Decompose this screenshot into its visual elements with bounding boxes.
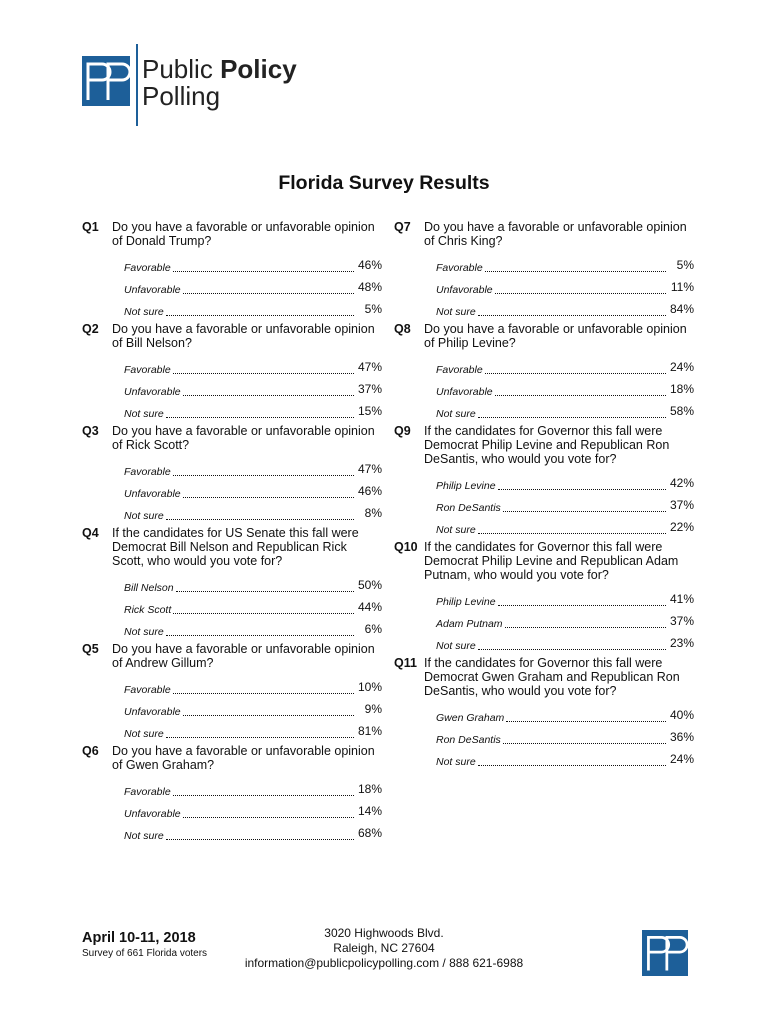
answer-label: Not sure	[124, 728, 164, 740]
logo-divider	[136, 44, 138, 126]
question-block	[82, 642, 382, 741]
dot-leader	[183, 394, 354, 396]
footer-ppp-monogram-icon	[642, 930, 688, 976]
answer-percentage: 47%	[357, 360, 382, 374]
dot-leader	[478, 314, 666, 316]
answer-list	[124, 457, 382, 523]
question-text: If the candidates for Governor this fall were Democrat Philip Levine and Republican Ron DeSantis, who would you vote for?	[424, 424, 670, 466]
answer-row	[124, 675, 382, 697]
dot-leader	[173, 474, 354, 476]
dot-leader	[485, 270, 666, 272]
answer-percentage: 8%	[364, 506, 382, 520]
dot-leader	[183, 292, 354, 294]
question	[394, 424, 694, 466]
answer-row	[436, 587, 694, 609]
answer-percentage: 6%	[364, 622, 382, 636]
question-number: Q11	[394, 656, 417, 670]
answer-percentage: 37%	[669, 614, 694, 628]
dot-leader	[495, 394, 666, 396]
answer-row	[436, 609, 694, 631]
question-block	[82, 744, 382, 843]
answer-label: Not sure	[436, 408, 476, 420]
question-block	[82, 424, 382, 523]
answer-label: Unfavorable	[124, 808, 181, 820]
question-block	[394, 424, 694, 537]
answer-row	[124, 377, 382, 399]
brand-name	[142, 56, 297, 110]
answer-percentage: 10%	[357, 680, 382, 694]
dot-leader	[478, 532, 666, 534]
answer-label: Not sure	[124, 510, 164, 522]
answer-row	[436, 355, 694, 377]
answer-list	[436, 253, 694, 319]
answer-percentage: 81%	[357, 724, 382, 738]
question-number: Q2	[82, 322, 99, 336]
question-block	[82, 220, 382, 319]
dot-leader	[166, 314, 354, 316]
answer-percentage: 24%	[669, 752, 694, 766]
question	[82, 322, 382, 350]
answer-list	[124, 777, 382, 843]
dot-leader	[173, 794, 354, 796]
answer-percentage: 11%	[670, 280, 694, 294]
answer-row	[124, 595, 382, 617]
left-question-column	[82, 220, 382, 846]
question	[82, 744, 382, 772]
dot-leader	[166, 518, 354, 520]
brand-name-line2: Polling	[142, 81, 221, 111]
answer-row	[124, 297, 382, 319]
answer-label: Favorable	[124, 262, 171, 274]
answer-percentage: 9%	[364, 702, 382, 716]
dot-leader	[166, 416, 354, 418]
answer-label: Not sure	[436, 756, 476, 768]
dot-leader	[505, 626, 666, 628]
answer-label: Not sure	[124, 408, 164, 420]
answer-row	[124, 457, 382, 479]
answer-percentage: 68%	[357, 826, 382, 840]
dot-leader	[503, 510, 666, 512]
answer-percentage: 46%	[357, 484, 382, 498]
answer-percentage: 23%	[669, 636, 694, 650]
answer-label: Favorable	[436, 364, 483, 376]
question-text: Do you have a favorable or unfavorable opinion of Bill Nelson?	[112, 322, 375, 350]
dot-leader	[485, 372, 666, 374]
answer-label: Favorable	[124, 684, 171, 696]
question	[394, 220, 694, 248]
answer-label: Ron DeSantis	[436, 502, 501, 514]
question-block	[82, 322, 382, 421]
question-text: If the candidates for US Senate this fall were Democrat Bill Nelson and Republican Rick Scott, who would you vote for?	[112, 526, 359, 568]
dot-leader	[478, 416, 666, 418]
question-text: Do you have a favorable or unfavorable opinion of Gwen Graham?	[112, 744, 375, 772]
dot-leader	[478, 764, 666, 766]
dot-leader	[173, 612, 354, 614]
answer-percentage: 5%	[676, 258, 694, 272]
question	[394, 322, 694, 350]
question-number: Q7	[394, 220, 411, 234]
answer-label: Favorable	[124, 364, 171, 376]
dot-leader	[183, 816, 354, 818]
answer-row	[124, 253, 382, 275]
question	[82, 642, 382, 670]
answer-row	[436, 515, 694, 537]
answer-label: Not sure	[124, 830, 164, 842]
answer-percentage: 42%	[669, 476, 694, 490]
question-number: Q1	[82, 220, 99, 234]
answer-percentage: 14%	[357, 804, 382, 818]
answer-label: Not sure	[436, 306, 476, 318]
answer-row	[436, 631, 694, 653]
right-question-column	[394, 220, 694, 772]
answer-label: Philip Levine	[436, 596, 496, 608]
answer-list	[124, 573, 382, 639]
answer-row	[436, 275, 694, 297]
answer-row	[436, 725, 694, 747]
dot-leader	[166, 634, 354, 636]
answer-label: Favorable	[124, 786, 171, 798]
question-text: If the candidates for Governor this fall were Democrat Gwen Graham and Republican Ron DeSantis, who would you vote for?	[424, 656, 680, 698]
dot-leader	[166, 736, 354, 738]
question-number: Q9	[394, 424, 411, 438]
answer-percentage: 46%	[357, 258, 382, 272]
answer-list	[436, 703, 694, 769]
answer-row	[124, 573, 382, 595]
question-block	[394, 322, 694, 421]
answer-percentage: 18%	[357, 782, 382, 796]
answer-row	[124, 501, 382, 523]
answer-row	[124, 697, 382, 719]
question-number: Q3	[82, 424, 99, 438]
question-block	[394, 220, 694, 319]
answer-list	[436, 587, 694, 653]
answer-list	[436, 355, 694, 421]
answer-list	[436, 471, 694, 537]
answer-percentage: 84%	[669, 302, 694, 316]
brand-name-line1-bold: Policy	[220, 54, 297, 84]
answer-row	[436, 297, 694, 319]
answer-percentage: 5%	[364, 302, 382, 316]
answer-label: Unfavorable	[124, 386, 181, 398]
answer-row	[436, 253, 694, 275]
question	[394, 656, 694, 698]
answer-row	[436, 471, 694, 493]
question-number: Q6	[82, 744, 99, 758]
dot-leader	[173, 372, 354, 374]
answer-percentage: 44%	[357, 600, 382, 614]
brand-name-line1-regular: Public	[142, 54, 213, 84]
question-text: Do you have a favorable or unfavorable opinion of Donald Trump?	[112, 220, 375, 248]
address-line2: Raleigh, NC 27604	[333, 941, 435, 955]
answer-label: Unfavorable	[436, 386, 493, 398]
question-text: If the candidates for Governor this fall were Democrat Philip Levine and Republican Adam Putnam, who would you vote for?	[424, 540, 679, 582]
dot-leader	[183, 496, 354, 498]
answer-row	[436, 703, 694, 725]
question	[82, 526, 382, 568]
answer-row	[124, 799, 382, 821]
question-text: Do you have a favorable or unfavorable opinion of Chris King?	[424, 220, 687, 248]
question-text: Do you have a favorable or unfavorable opinion of Philip Levine?	[424, 322, 687, 350]
dot-leader	[503, 742, 666, 744]
question	[82, 220, 382, 248]
answer-percentage: 48%	[357, 280, 382, 294]
answer-label: Rick Scott	[124, 604, 172, 616]
answer-label: Favorable	[436, 262, 483, 274]
question-number: Q5	[82, 642, 99, 656]
answer-list	[124, 253, 382, 319]
answer-label: Adam Putnam	[436, 618, 503, 630]
question-number: Q10	[394, 540, 418, 554]
dot-leader	[498, 488, 666, 490]
dot-leader	[498, 604, 666, 606]
contact-address	[234, 926, 534, 971]
answer-label: Unfavorable	[124, 706, 181, 718]
answer-row	[436, 377, 694, 399]
answer-label: Unfavorable	[124, 284, 181, 296]
answer-label: Not sure	[124, 626, 164, 638]
answer-label: Bill Nelson	[124, 582, 174, 594]
contact-line: information@publicpolicypolling.com / 888 621-6988	[244, 956, 524, 970]
dot-leader	[506, 720, 666, 722]
answer-percentage: 15%	[357, 404, 382, 418]
answer-list	[124, 675, 382, 741]
ppp-monogram-icon	[82, 56, 130, 106]
answer-row	[124, 617, 382, 639]
survey-date: April 10-11, 2018	[82, 930, 196, 946]
question-block	[394, 656, 694, 769]
answer-label: Unfavorable	[436, 284, 493, 296]
answer-percentage: 22%	[669, 520, 694, 534]
answer-row	[124, 777, 382, 799]
dot-leader	[495, 292, 666, 294]
dot-leader	[173, 692, 354, 694]
answer-list	[124, 355, 382, 421]
answer-percentage: 40%	[669, 708, 694, 722]
survey-sample: Survey of 661 Florida voters	[82, 948, 208, 959]
answer-label: Unfavorable	[124, 488, 181, 500]
answer-percentage: 36%	[669, 730, 694, 744]
answer-row	[436, 399, 694, 421]
question-number: Q4	[82, 526, 99, 540]
answer-row	[436, 493, 694, 515]
answer-percentage: 37%	[357, 382, 382, 396]
dot-leader	[173, 270, 354, 272]
answer-row	[124, 821, 382, 843]
answer-percentage: 58%	[669, 404, 694, 418]
question-text: Do you have a favorable or unfavorable opinion of Andrew Gillum?	[112, 642, 375, 670]
answer-label: Philip Levine	[436, 480, 496, 492]
answer-row	[124, 719, 382, 741]
dot-leader	[183, 714, 354, 716]
answer-label: Ron DeSantis	[436, 734, 501, 746]
dot-leader	[176, 590, 354, 592]
answer-percentage: 41%	[669, 592, 694, 606]
question	[82, 424, 382, 452]
question-text: Do you have a favorable or unfavorable opinion of Rick Scott?	[112, 424, 375, 452]
answer-row	[124, 355, 382, 377]
answer-percentage: 18%	[669, 382, 694, 396]
page-title: Florida Survey Results	[278, 172, 490, 194]
answer-row	[124, 275, 382, 297]
answer-row	[124, 399, 382, 421]
dot-leader	[478, 648, 666, 650]
question-number: Q8	[394, 322, 411, 336]
answer-row	[436, 747, 694, 769]
answer-row	[124, 479, 382, 501]
answer-label: Not sure	[124, 306, 164, 318]
question	[394, 540, 694, 582]
question-block	[394, 540, 694, 653]
dot-leader	[166, 838, 354, 840]
address-line1: 3020 Highwoods Blvd.	[324, 926, 444, 940]
answer-percentage: 47%	[357, 462, 382, 476]
answer-label: Not sure	[436, 640, 476, 652]
answer-percentage: 50%	[357, 578, 382, 592]
answer-percentage: 24%	[669, 360, 694, 374]
answer-label: Favorable	[124, 466, 171, 478]
answer-label: Gwen Graham	[436, 712, 505, 724]
answer-label: Not sure	[436, 524, 476, 536]
question-block	[82, 526, 382, 639]
answer-percentage: 37%	[669, 498, 694, 512]
